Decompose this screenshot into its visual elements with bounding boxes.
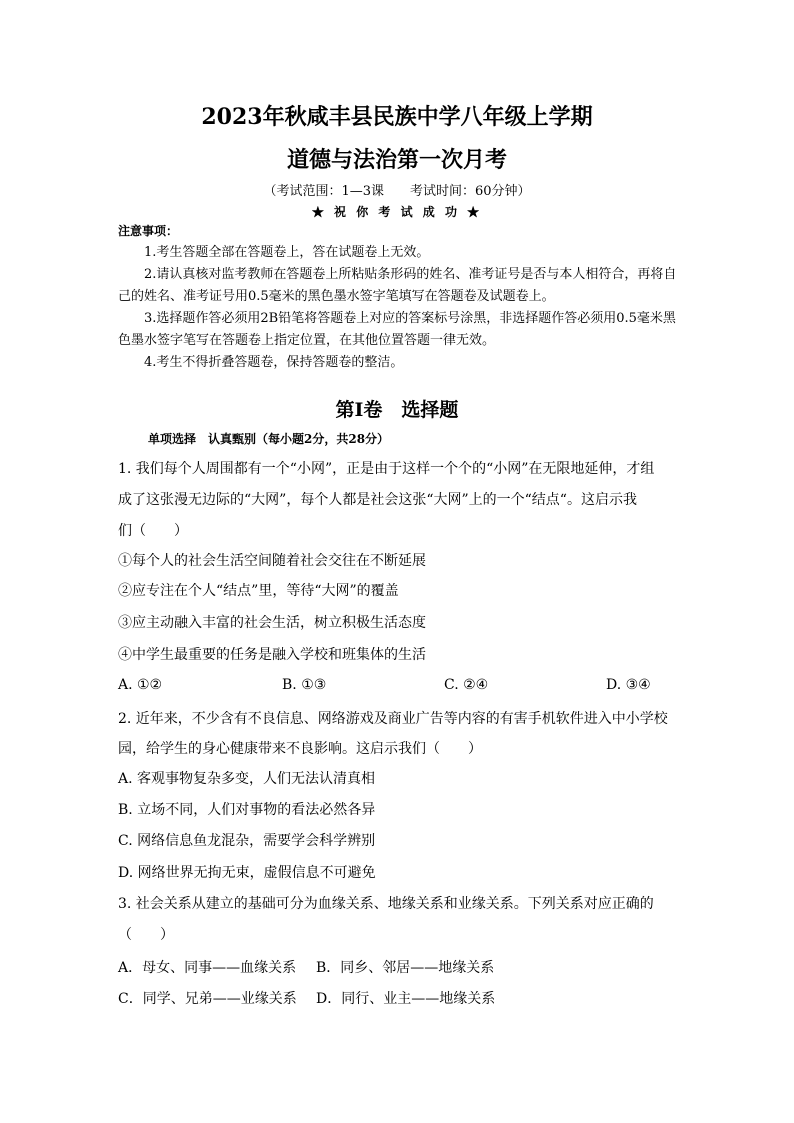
notice-item-4: 4.考生不得折叠答题卷，保持答题卷的整洁。 [144, 355, 404, 370]
q1-stem-line3: 们（ ） [118, 523, 188, 539]
exam-title-line1: 2023年秋咸丰县民族中学八年级上学期 [201, 104, 593, 130]
exam-info: （考试范围：1—3课 考试时间：60分钟） [263, 184, 531, 199]
good-luck-line: ★ 祝 你 考 试 成 功 ★ [311, 205, 483, 219]
notice-item-1: 1.考生答题全部在答题卷上，答在试题卷上无效。 [144, 245, 430, 260]
q1-statement-2: ②应专注在个人“结点”里，等待“大网”的覆盖 [118, 583, 399, 599]
q3-option-a: A．母女、同事——血缘关系 [118, 960, 297, 976]
q2-option-a: A. 客观事物复杂多变，人们无法认清真相 [118, 771, 376, 787]
q2-option-c: C. 网络信息鱼龙混杂，需要学会科学辨别 [118, 833, 376, 849]
notice-item-3: 3.选择题作答必须用2B铅笔将答题卷上对应的答案标号涂黑，非选择题作答必须用0.5毫米黑色墨水签字笔写在答题卷上指定位置，在其他位置答题一律无效。 [118, 311, 676, 348]
q3-stem-line1: 3. 社会关系从建立的基础可分为血缘关系、地缘关系和业缘关系。下列关系对应正确的 [118, 896, 654, 912]
q2-option-d: D. 网络世界无拘无束，虚假信息不可避免 [118, 865, 376, 881]
q1-stem-line2: 成了这张漫无边际的“大网”，每个人都是社会这张“大网”上的一个“结点“。这启示我 [118, 492, 637, 508]
q2-stem-line1: 2. 近年来，不少含有不良信息、网络游戏及商业广告等内容的有害手机软件进入中小学校 [118, 711, 668, 727]
q1-option-d: D. ③④ [606, 677, 651, 693]
q1-stem-line1: 1. 我们每个人周围都有一个“小网”，正是由于这样一个个的“小网”在无限地延伸，才组 [118, 461, 655, 477]
exam-title-line2: 道德与法治第一次月考 [286, 147, 507, 173]
q1-option-b: B. ①③ [282, 677, 327, 693]
q3-option-d: D．同行、业主——地缘关系 [316, 991, 496, 1007]
q1-statement-1: ①每个人的社会生活空间随着社会交往在不断延展 [118, 553, 426, 569]
section-instruction: 单项选择 认真甄别（每小题2分，共28分） [148, 432, 390, 446]
q1-option-a: A. ①② [118, 677, 163, 693]
section-title: 第Ⅰ卷 选择题 [335, 399, 459, 421]
q3-option-b: B．同乡、邻居——地缘关系 [316, 960, 495, 976]
q1-option-c: C. ②④ [444, 677, 489, 693]
notice-heading: 注意事项： [118, 224, 179, 238]
notice-list [118, 242, 688, 374]
notice-item-2: 2.请认真核对监考教师在答题卷上所粘贴条形码的姓名、准考证号是否与本人相符合，再将自己的姓名、准考证号用0.5毫米的黑色墨水签字笔填写在答题卷及试题卷上。 [118, 267, 677, 304]
q3-stem-line2: （ ） [118, 927, 174, 943]
q1-statement-3: ③应主动融入丰富的社会生活，树立积极生活态度 [118, 615, 426, 631]
q1-statement-4: ④中学生最重要的任务是融入学校和班集体的生活 [118, 647, 426, 663]
q2-option-b: B. 立场不同，人们对事物的看法必然各异 [118, 802, 376, 818]
q3-option-c: C．同学、兄弟——业缘关系 [118, 991, 297, 1007]
q2-stem-line2: 园，给学生的身心健康带来不良影响。这启示我们（ ） [118, 741, 482, 757]
